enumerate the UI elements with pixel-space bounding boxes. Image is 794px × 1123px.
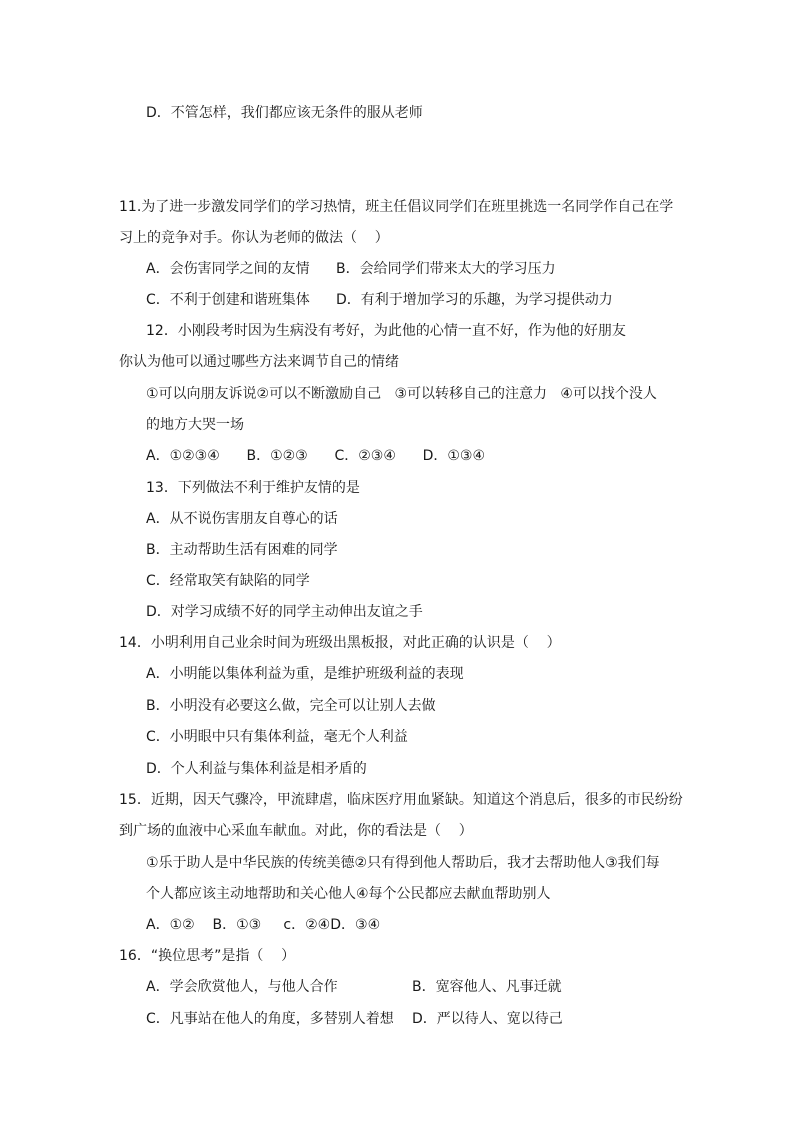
q14-option-b: B．小明没有必要这么做，完全可以让别人去做 [146, 698, 436, 714]
q14-stem: 14．小明利用自己业余时间为班级出黑板报，对此正确的认识是（ ） [119, 635, 561, 651]
q11-stem-line2: 习上的竞争对手。你认为老师的做法（ ） [119, 230, 389, 246]
q14-option-c: C．小明眼中只有集体利益，毫无个人利益 [146, 729, 408, 745]
q12-stem-line2: 你认为他可以通过哪些方法来调节自己的情绪 [119, 354, 399, 370]
q15-choices-line2: 个人都应该主动地帮助和关心他人④每个公民都应去献血帮助别人 [146, 886, 551, 902]
prev-option-d: D．不管怎样，我们都应该无条件的服从老师 [146, 105, 423, 121]
q13-option-c: C．经常取笑有缺陷的同学 [146, 573, 310, 589]
q14-option-d: D．个人利益与集体利益是相矛盾的 [146, 761, 367, 777]
q16-option-a: A．学会欣赏他人，与他人合作 [146, 979, 338, 995]
q11-option-d: D．有利于增加学习的乐趣，为学习提供动力 [336, 292, 613, 308]
q11-option-b: B．会给同学们带来太大的学习压力 [336, 261, 556, 277]
q13-option-b: B．主动帮助生活有困难的同学 [146, 542, 338, 558]
q16-stem: 16．“换位思考”是指（ ） [119, 948, 296, 964]
q12-choices-line2: 的地方大哭一场 [146, 417, 244, 433]
q11-option-a: A．会伤害同学之间的友情 [146, 261, 310, 277]
q13-option-d: D．对学习成绩不好的同学主动伸出友谊之手 [146, 604, 423, 620]
q14-option-a: A．小明能以集体利益为重，是维护班级利益的表现 [146, 666, 464, 682]
q12-options: A．①②③④ B．①②③ C．②③④ D．①③④ [146, 448, 486, 464]
q11-option-c: C．不利于创建和谐班集体 [146, 292, 310, 308]
q15-choices-line1: ①乐于助人是中华民族的传统美德②只有得到他人帮助后，我才去帮助他人③我们每 [146, 855, 660, 871]
q11-stem-line1: 11.为了进一步激发同学们的学习热情，班主任倡议同学们在班里挑选一名同学作自己在学 [119, 199, 674, 215]
q15-stem-line1: 15．近期，因天气骤冷，甲流肆虐，临床医疗用血紧缺。知道这个消息后，很多的市民纷纷 [119, 792, 683, 808]
q13-option-a: A．从不说伤害朋友自尊心的话 [146, 511, 338, 527]
q12-stem-line1: 12．小刚段考时因为生病没有考好，为此他的心情一直不好，作为他的好朋友 [146, 323, 626, 339]
q12-choices-line1: ①可以向朋友诉说②可以不断激励自己 ③可以转移自己的注意力 ④可以找个没人 [146, 386, 657, 402]
q16-option-b: B．宽容他人、凡事迁就 [412, 979, 562, 995]
q13-stem: 13．下列做法不利于维护友情的是 [146, 480, 360, 496]
q16-option-d: D．严以待人、宽以待己 [412, 1011, 563, 1027]
q15-options: A．①② B．①③ c．②④D．③④ [146, 917, 381, 933]
q16-option-c: C．凡事站在他人的角度，多替别人着想 [146, 1011, 394, 1027]
q15-stem-line2: 到广场的血液中心采血车献血。对此，你的看法是（ ） [119, 823, 473, 839]
